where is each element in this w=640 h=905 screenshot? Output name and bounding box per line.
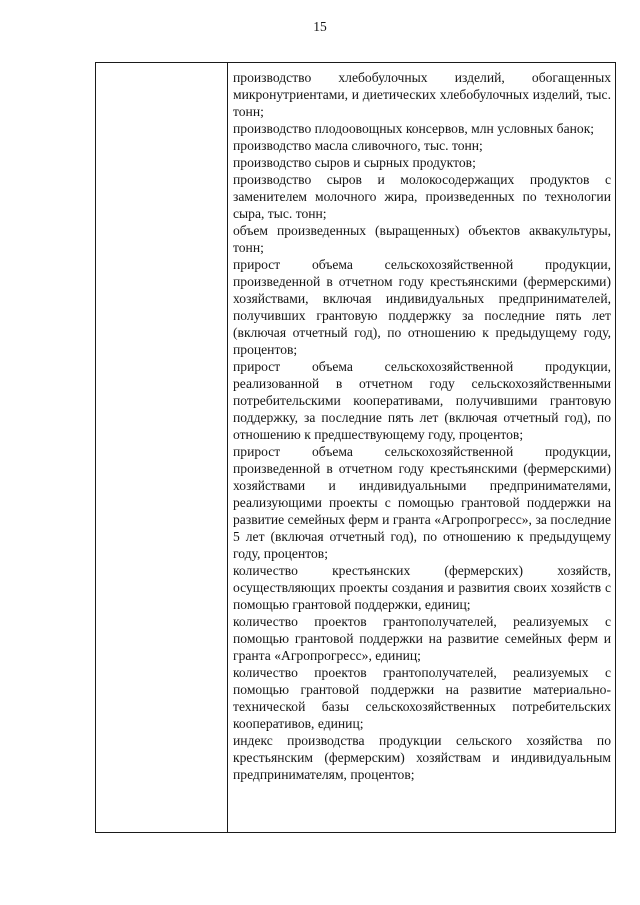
table-left-cell [96, 63, 227, 832]
indicator-item: производство хлебобулочных изделий, обогащенных микронутриентами, и диетических хлебобулочных изделий, тыс. тонн; [233, 70, 611, 119]
indicator-item: индекс производства продукции сельского хозяйства по крестьянским (фермерским) хозяйствам и индивидуальным предпринимателям, процентов; [233, 733, 611, 782]
column-divider [227, 63, 228, 832]
indicator-item: количество крестьянских (фермерских) хозяйств, осуществляющих проекты создания и развития своих хозяйств с помощью грантовой поддержки, единиц; [233, 563, 611, 612]
indicator-item: производство плодоовощных консервов, млн условных банок; [233, 121, 595, 136]
indicator-item: прирост объема сельскохозяйственной продукции, произведенной в отчетном году крестьянскими (фермерскими) хозяйствами и индивидуальными предпринимателями, реализующими проекты с помощью грантовой поддержки на развитие семейных ферм и гранта «Агропрогресс», за последние 5 лет (включая отчетный год), по отношению к предыдущему году, процентов; [233, 444, 611, 561]
indicator-item: количество проектов грантополучателей, реализуемых с помощью грантовой поддержки на развитие материально-технической базы сельскохозяйственных потребительских кооперативов, единиц; [233, 665, 611, 731]
indicator-table [95, 62, 616, 833]
table-right-cell [233, 69, 611, 783]
page-number: 15 [313, 19, 327, 34]
indicator-item: производство сыров и молокосодержащих продуктов с заменителем молочного жира, произведенных по технологии сыра, тыс. тонн; [233, 172, 611, 221]
indicator-item: объем произведенных (выращенных) объектов аквакультуры, тонн; [233, 223, 611, 255]
indicator-item: производство масла сливочного, тыс. тонн; [233, 138, 483, 153]
indicator-item: прирост объема сельскохозяйственной продукции, реализованной в отчетном году сельскохозяйственными потребительскими кооперативами, получившими грантовую поддержку, за последние пять лет (включая отчетный год), по отношению к предшествующему году, процентов; [233, 359, 611, 442]
indicator-item: производство сыров и сырных продуктов; [233, 155, 476, 170]
indicator-item: количество проектов грантополучателей, реализуемых с помощью грантовой поддержки на развитие семейных ферм и гранта «Агропрогресс», единиц; [233, 614, 611, 663]
indicator-item: прирост объема сельскохозяйственной продукции, произведенной в отчетном году крестьянскими (фермерскими) хозяйствами, включая индивидуальных предпринимателей, получивших грантовую поддержку за последние пять лет (включая отчетный год), по отношению к предыдущему году, процентов; [233, 257, 611, 357]
